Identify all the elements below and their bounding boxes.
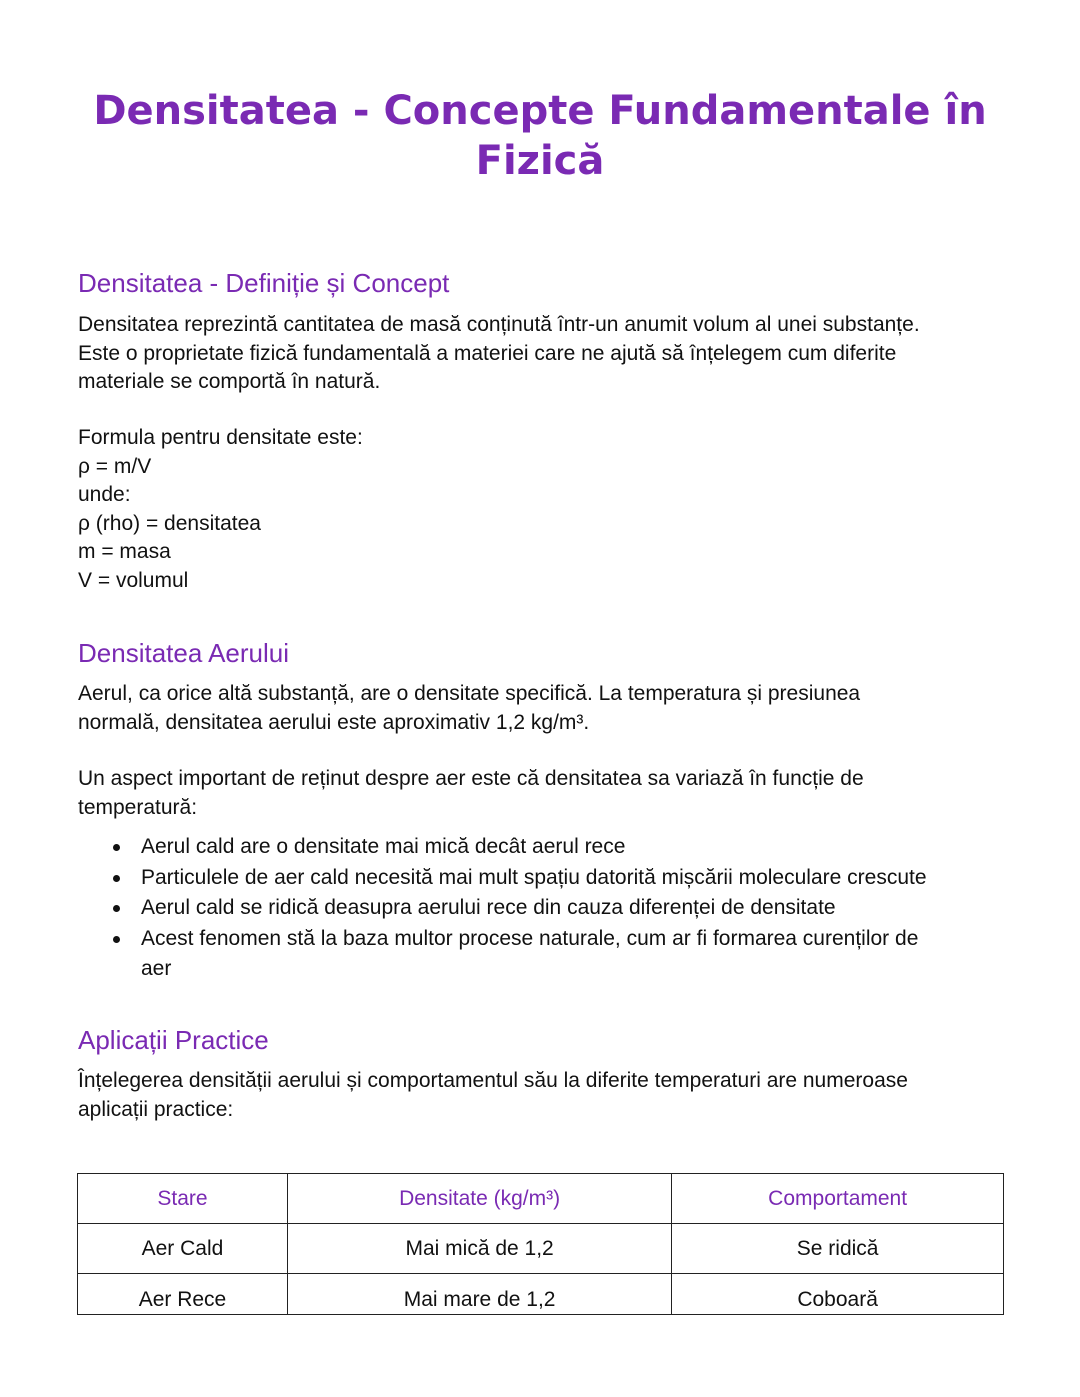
formula-variable-rho: ρ (rho) = densitatea	[78, 511, 261, 535]
paragraph-line: Un aspect important de reținut despre aer este că densitatea sa variază în funcție de	[78, 767, 864, 790]
paragraph-line: Este o proprietate fizică fundamentală a materiei care ne ajută să înțelegem cum diferite	[78, 341, 897, 365]
bullet-text: Aerul cald are o densitate mai mică decât aerul rece	[141, 835, 626, 858]
section-heading-definition: Densitatea - Definiție și Concept	[78, 268, 450, 298]
paragraph-line: aplicații practice:	[78, 1097, 234, 1121]
formula-intro: Formula pentru densitate este:	[78, 426, 363, 449]
applications-paragraph	[78, 1067, 1008, 1124]
table-cell: Coboară	[672, 1274, 1004, 1315]
air-density-paragraph	[78, 680, 1008, 737]
table-cell: Aer Rece	[78, 1274, 288, 1315]
list-item	[78, 924, 1008, 985]
list-item	[78, 863, 1008, 894]
formula-block	[78, 424, 1008, 595]
section-heading-air-density: Densitatea Aerului	[78, 638, 290, 668]
table-cell: Se ridică	[672, 1224, 1004, 1274]
paragraph-line: Densitatea reprezintă cantitatea de masă conținută într-un anumit volum al unei substanțe.	[78, 313, 920, 336]
table-cell: Mai mare de 1,2	[287, 1274, 671, 1315]
bullet-text: Particulele de aer cald necesită mai mult spațiu datorită mișcării moleculare crescute	[141, 865, 927, 889]
bullet-text: Aerul cald se ridică deasupra aerului rece din cauza diferenței de densitate	[141, 896, 836, 919]
paragraph-line: Aerul, ca orice altă substanță, are o densitate specifică. La temperatura și presiunea	[78, 682, 861, 705]
definition-paragraph	[78, 311, 1008, 397]
bullet-text-continuation: aer	[141, 957, 172, 980]
column-header-state: Stare	[78, 1174, 288, 1224]
table-row	[78, 1274, 1004, 1315]
formula-variable-volume: V = volumul	[78, 568, 189, 592]
paragraph-line: temperatură:	[78, 795, 198, 819]
air-behavior-table	[77, 1173, 1004, 1315]
paragraph-line: materiale se comportă în natură.	[78, 370, 381, 393]
section-heading-practical-applications: Aplicații Practice	[78, 1025, 269, 1055]
paragraph-line: Înțelegerea densității aerului și comportamentul său la diferite temperaturi are numeroase	[78, 1069, 908, 1092]
column-header-density: Densitate (kg/m³)	[287, 1174, 671, 1224]
title-line-1: Densitatea - Concepte Fundamentale în	[93, 88, 987, 134]
temperature-bullet-list	[78, 832, 1008, 985]
table-cell: Aer Cald	[78, 1224, 288, 1274]
bullet-text: Acest fenomen stă la baza multor procese naturale, cum ar fi formarea curenților de	[141, 926, 919, 950]
title-line-2: Fizică	[475, 138, 605, 184]
bullet-icon	[113, 905, 120, 912]
document-title	[60, 86, 1020, 186]
temperature-aspect-paragraph	[78, 765, 1008, 822]
table-row	[78, 1224, 1004, 1274]
paragraph-line: normală, densitatea aerului este aproximativ 1,2 kg/m³.	[78, 710, 590, 734]
formula-variable-mass: m = masa	[78, 540, 171, 563]
table-header-row	[78, 1174, 1004, 1224]
formula-where: unde:	[78, 483, 131, 506]
list-item	[78, 893, 1008, 924]
bullet-icon	[113, 844, 120, 851]
bullet-icon	[113, 875, 120, 882]
formula-expression: ρ = m/V	[78, 454, 152, 478]
list-item	[78, 832, 1008, 863]
table-cell: Mai mică de 1,2	[287, 1224, 671, 1274]
column-header-behavior: Comportament	[672, 1174, 1004, 1224]
bullet-icon	[113, 936, 120, 943]
